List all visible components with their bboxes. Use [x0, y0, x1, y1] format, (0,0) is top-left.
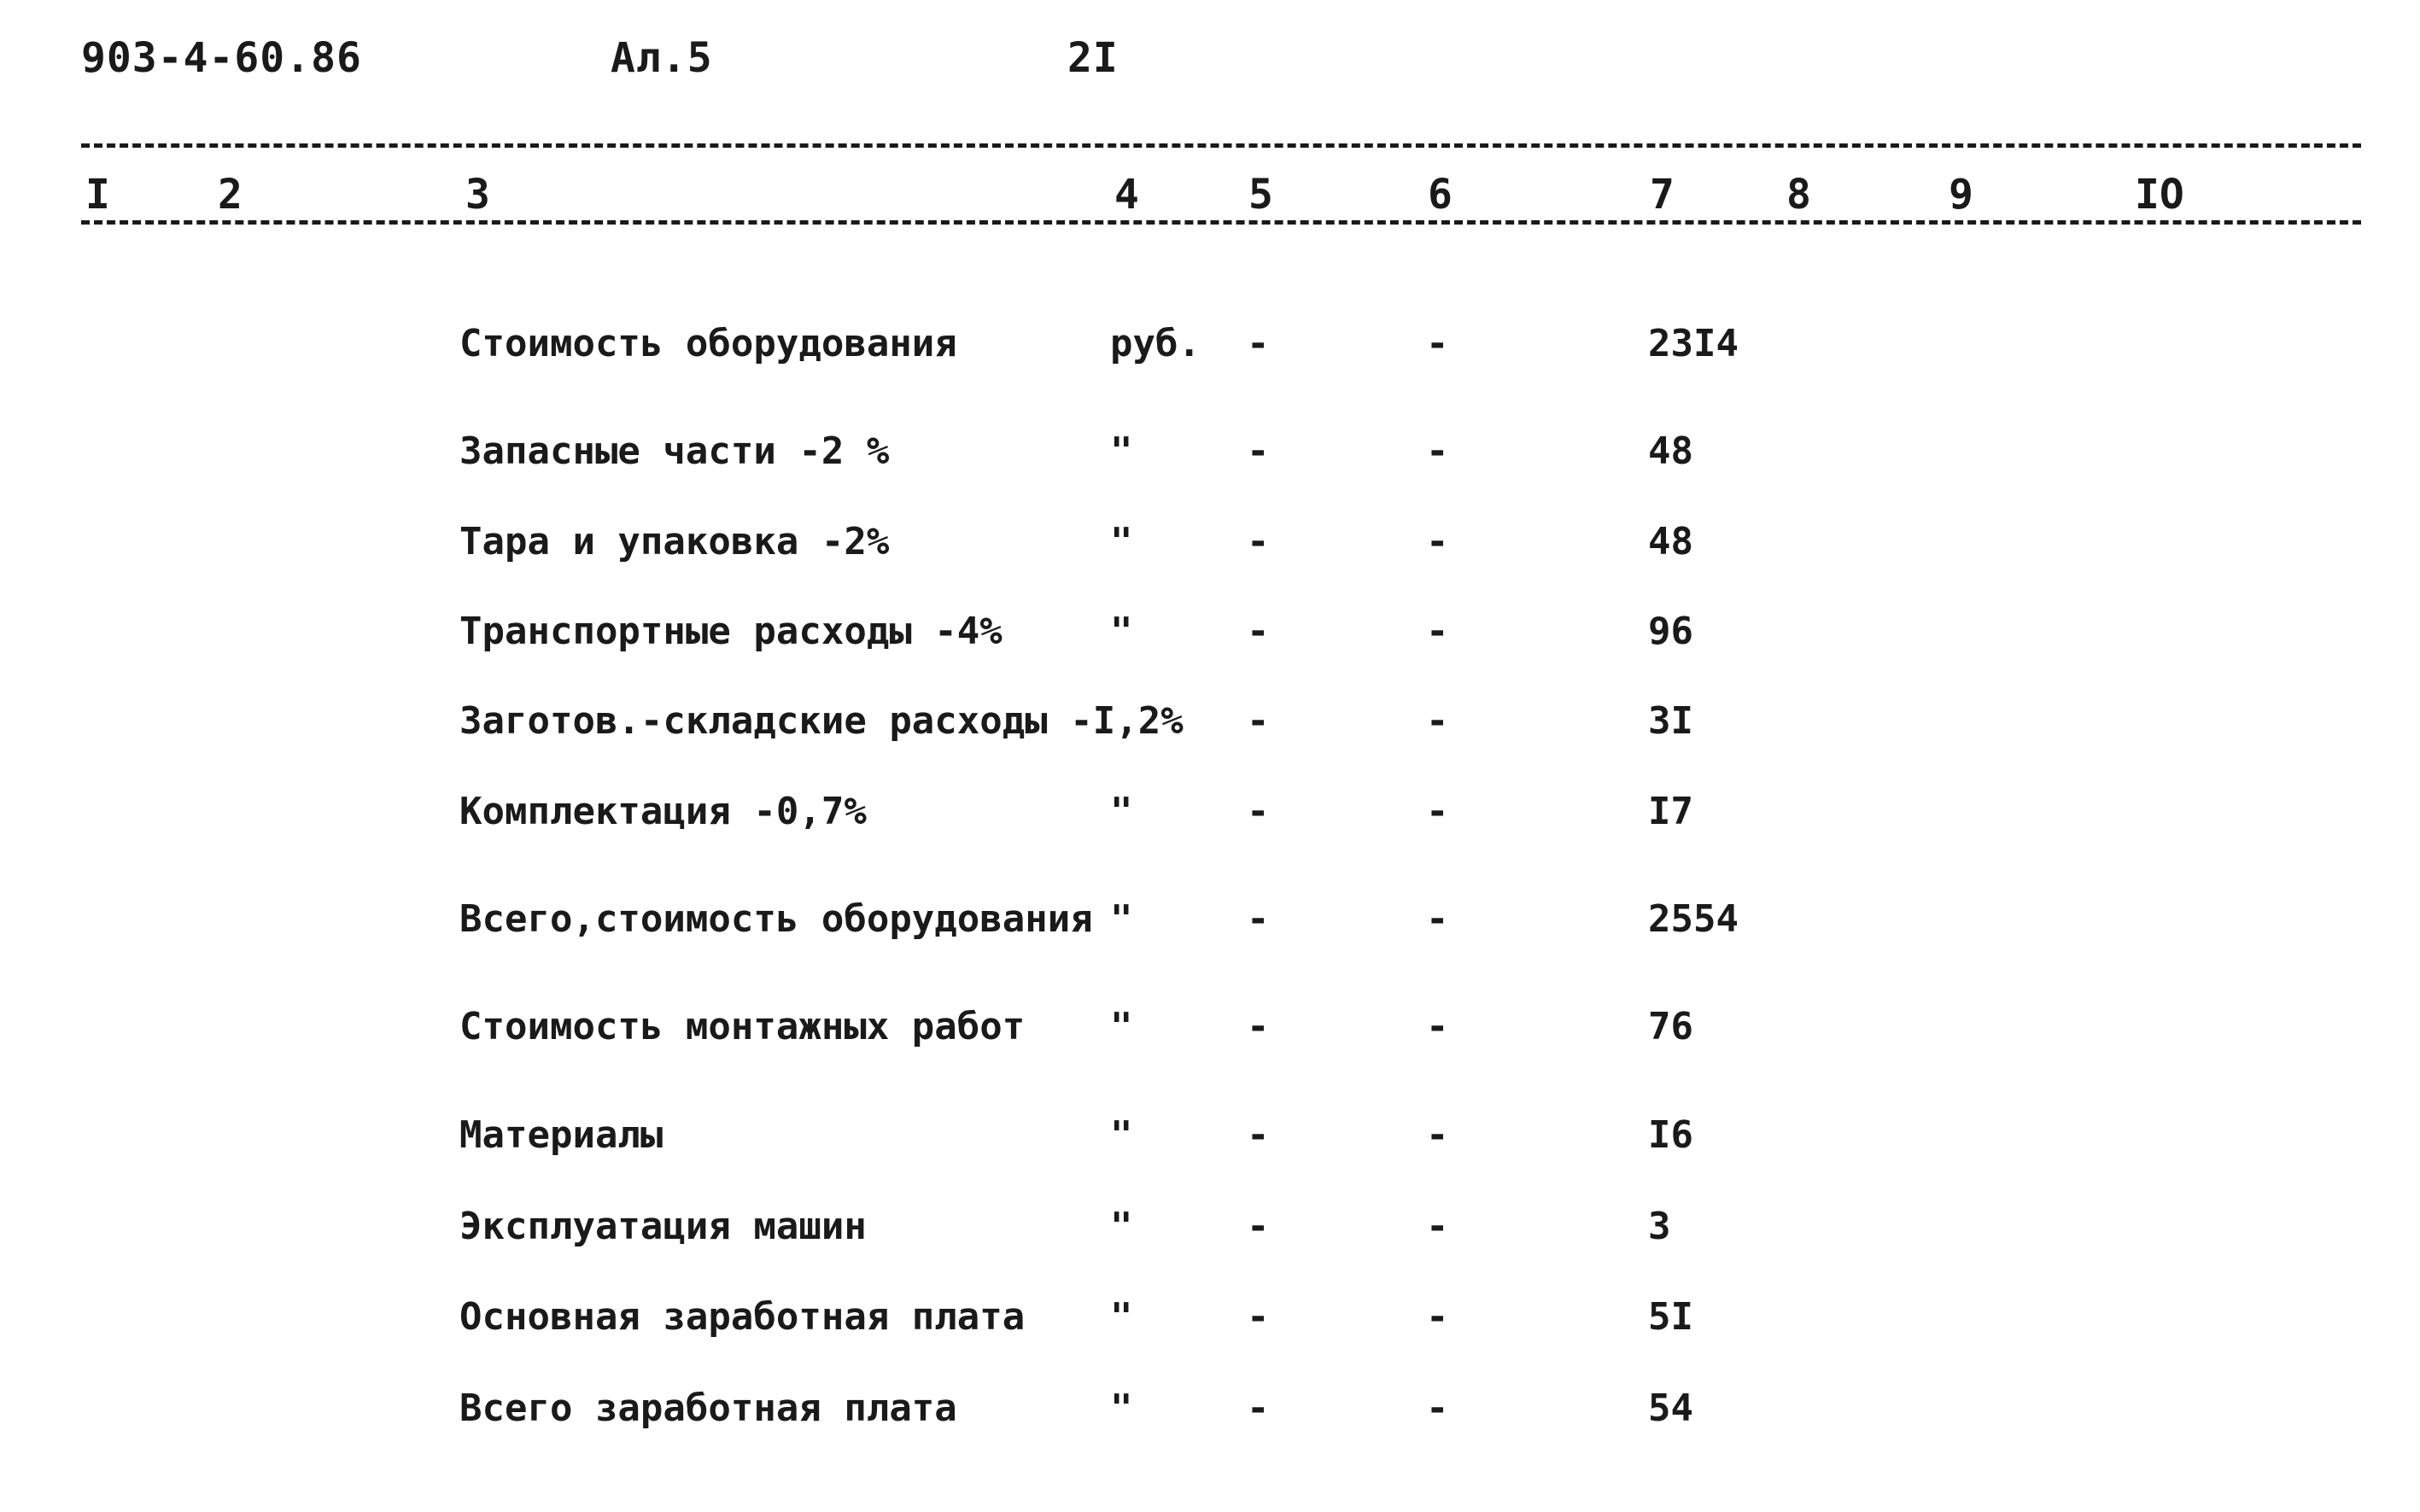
- row-col5: -: [1247, 1386, 1270, 1430]
- row-value: I7: [1648, 790, 1693, 833]
- table-row: [0, 692, 2420, 751]
- row-value: 3: [1648, 1205, 1671, 1248]
- table-row: [0, 997, 2420, 1057]
- table-row: [0, 512, 2420, 572]
- table-row: [0, 1287, 2420, 1347]
- column-number-7: 7: [1650, 171, 1675, 219]
- column-number-2: 2: [218, 171, 243, 219]
- table-row: [0, 422, 2420, 482]
- row-name: Запасные части -2 %: [459, 429, 890, 473]
- row-unit: ": [1110, 897, 1133, 941]
- row-value: 54: [1648, 1386, 1693, 1430]
- row-unit: ": [1110, 1295, 1133, 1339]
- column-number-10: IO: [2135, 171, 2184, 219]
- row-col5: -: [1247, 1295, 1270, 1339]
- row-col5: -: [1247, 1005, 1270, 1048]
- table-row: [0, 782, 2420, 842]
- page-number: 2I: [1067, 34, 1119, 82]
- row-value: 96: [1648, 610, 1693, 653]
- row-col6: -: [1426, 1005, 1449, 1048]
- row-unit: руб.: [1110, 322, 1201, 365]
- column-number-6: 6: [1428, 171, 1453, 219]
- row-value: 2554: [1648, 897, 1739, 941]
- row-col6: -: [1426, 1295, 1449, 1339]
- row-col5: -: [1247, 1205, 1270, 1248]
- row-unit: ": [1110, 790, 1133, 833]
- row-col6: -: [1426, 610, 1449, 653]
- column-number-3: 3: [465, 171, 490, 219]
- row-col6: -: [1426, 322, 1449, 365]
- row-col6: -: [1426, 520, 1449, 563]
- table-row: [0, 890, 2420, 949]
- row-name: Всего,стоимость оборудования: [459, 897, 1093, 941]
- row-name: Заготов.-складские расходы -I,2%: [459, 699, 1184, 743]
- row-col5: -: [1247, 897, 1270, 941]
- row-unit: ": [1110, 1005, 1133, 1048]
- row-unit: ": [1110, 1386, 1133, 1430]
- row-col5: -: [1247, 322, 1270, 365]
- row-col6: -: [1426, 1386, 1449, 1430]
- row-col5: -: [1247, 429, 1270, 473]
- row-name: Материалы: [459, 1113, 663, 1157]
- row-value: 5I: [1648, 1295, 1693, 1339]
- row-name: Основная заработная плата: [459, 1295, 1026, 1339]
- table-row: [0, 1379, 2420, 1439]
- column-number-8: 8: [1786, 171, 1811, 219]
- column-header-divider: [81, 220, 2361, 225]
- row-name: Эксплуатация машин: [459, 1205, 867, 1248]
- row-col5: -: [1247, 520, 1270, 563]
- doc-number: 903-4-60.86: [81, 34, 362, 82]
- row-col6: -: [1426, 790, 1449, 833]
- row-value: 3I: [1648, 699, 1693, 743]
- row-value: 48: [1648, 429, 1693, 473]
- table-row: [0, 1106, 2420, 1165]
- row-value: I6: [1648, 1113, 1693, 1157]
- row-unit: ": [1110, 520, 1133, 563]
- row-name: Стоимость оборудования: [459, 322, 957, 365]
- column-number-4: 4: [1114, 171, 1139, 219]
- row-col6: -: [1426, 897, 1449, 941]
- row-unit: ": [1110, 1113, 1133, 1157]
- table-row: [0, 314, 2420, 374]
- column-number-5: 5: [1248, 171, 1273, 219]
- row-col6: -: [1426, 429, 1449, 473]
- row-col6: -: [1426, 699, 1449, 743]
- row-value: 48: [1648, 520, 1693, 563]
- table-row: [0, 1197, 2420, 1257]
- row-col5: -: [1247, 699, 1270, 743]
- row-value: 76: [1648, 1005, 1693, 1048]
- row-unit: ": [1110, 610, 1133, 653]
- row-name: Тара и упаковка -2%: [459, 520, 890, 563]
- row-unit: ": [1110, 429, 1133, 473]
- row-col5: -: [1247, 1113, 1270, 1157]
- top-divider: [81, 143, 2361, 148]
- row-name: Стоимость монтажных работ: [459, 1005, 1026, 1048]
- row-col6: -: [1426, 1113, 1449, 1157]
- album-number: Ал.5: [611, 34, 713, 82]
- table-row: [0, 602, 2420, 662]
- row-col5: -: [1247, 790, 1270, 833]
- column-number-9: 9: [1949, 171, 1973, 219]
- row-col6: -: [1426, 1205, 1449, 1248]
- row-value: 23I4: [1648, 322, 1739, 365]
- row-col5: -: [1247, 610, 1270, 653]
- column-number-1: I: [85, 171, 110, 219]
- row-name: Транспортные расходы -4%: [459, 610, 1002, 653]
- row-name: Всего заработная плата: [459, 1386, 957, 1430]
- row-name: Комплектация -0,7%: [459, 790, 867, 833]
- row-unit: ": [1110, 1205, 1133, 1248]
